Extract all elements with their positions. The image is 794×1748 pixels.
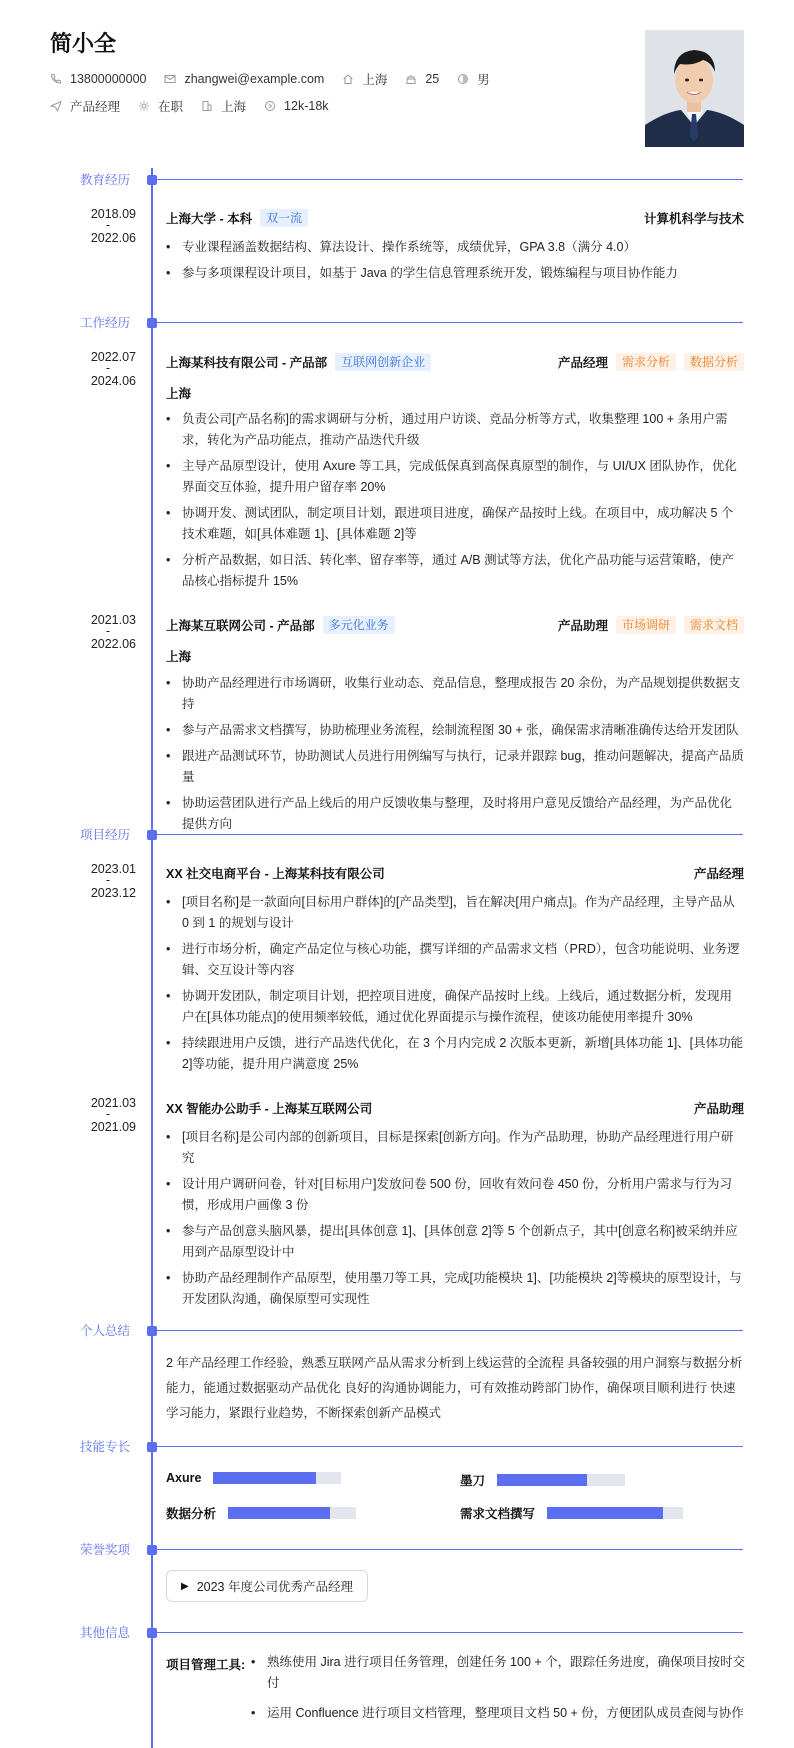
education-date: 2018.09 - 2022.06 bbox=[90, 207, 136, 245]
skill-name: Axure bbox=[166, 1471, 202, 1485]
section-title-skills: 技能专长 bbox=[79, 1440, 130, 1454]
role-tag: 数据分析 bbox=[684, 353, 744, 371]
tools-label: 项目管理工具: bbox=[166, 1658, 246, 1672]
age-item bbox=[405, 72, 439, 86]
skill-fill bbox=[547, 1507, 663, 1519]
gear-icon bbox=[138, 100, 150, 112]
company-name: 上海某科技有限公司 - 产品部 bbox=[166, 356, 328, 370]
section-dot bbox=[147, 830, 157, 840]
skill-fill bbox=[497, 1474, 587, 1486]
award-item[interactable] bbox=[166, 1570, 368, 1602]
skill-name: 数据分析 bbox=[166, 1507, 217, 1521]
skill-bar bbox=[547, 1507, 683, 1519]
city-item bbox=[201, 97, 246, 115]
status-item bbox=[138, 97, 183, 115]
work-1-head bbox=[166, 352, 744, 372]
section-other bbox=[0, 1623, 794, 1643]
work-city: 上海 bbox=[166, 650, 192, 664]
list-item: • 熟练使用 Jira 进行项目任务管理，创建任务 100 + 个，跟踪任务进度，确保项目按时交付 bbox=[251, 1652, 751, 1694]
project-1-bullets bbox=[166, 892, 744, 1080]
skill-bar bbox=[213, 1472, 341, 1484]
section-divider bbox=[157, 1632, 743, 1633]
coin-icon bbox=[264, 100, 276, 112]
email-text: zhangwei@example.com bbox=[184, 72, 325, 86]
section-divider bbox=[157, 1446, 743, 1447]
profile-photo bbox=[645, 30, 744, 147]
school-name: 上海大学 - 本科 bbox=[166, 212, 253, 226]
company-name: 上海某互联网公司 - 产品部 bbox=[166, 619, 315, 633]
gender-text: 男 bbox=[477, 73, 490, 87]
timeline-axis bbox=[151, 168, 153, 1748]
job-role bbox=[558, 616, 744, 634]
send-icon bbox=[50, 100, 62, 112]
work-1-date: 2022.07 - 2024.06 bbox=[90, 350, 136, 388]
city-text: 上海 bbox=[221, 100, 247, 114]
work-2-date: 2021.03 - 2022.06 bbox=[90, 613, 136, 651]
date-start: 2021.03 bbox=[90, 613, 136, 627]
project-2-head bbox=[166, 1098, 744, 1118]
list-item: • 主导产品原型设计，使用 Axure 等工具，完成低保真到高保真原型的制作，与 UI/UX 团队协作，优化界面交互体验，提升用户留存率 20% bbox=[166, 456, 744, 498]
list-item: • 协助产品经理制作产品原型，使用墨刀等工具，完成[功能模块 1]、[功能模块 2]等模块的原型设计，与开发团队沟通，确保原型可实现性 bbox=[166, 1268, 744, 1310]
role-tag: 需求分析 bbox=[616, 353, 676, 371]
intent-row bbox=[50, 97, 347, 115]
date-start: 2022.07 bbox=[90, 350, 136, 364]
role-title: 产品经理 bbox=[557, 356, 608, 370]
phone-item bbox=[50, 72, 146, 86]
list-item: • 负责公司[产品名称]的需求调研与分析，通过用户访谈、竞品分析等方式，收集整理 100 + 条用户需求，转化为产品功能点，推动产品迭代升级 bbox=[166, 409, 744, 451]
project-name: XX 社交电商平台 - 上海某科技有限公司 bbox=[166, 867, 385, 881]
company-tag: 互联网创新企业 bbox=[335, 353, 431, 371]
role-tag: 市场调研 bbox=[616, 616, 676, 634]
project-role: 产品助理 bbox=[693, 1102, 744, 1116]
list-item: • 持续跟进用户反馈，进行产品迭代优化，在 3 个月内完成 2 次版本更新，新增[具体功能 1]、[具体功能 2]等功能，提升用户满意度 25% bbox=[166, 1033, 744, 1075]
salary-item bbox=[264, 99, 328, 113]
project-2-bullets bbox=[166, 1127, 744, 1315]
section-title-work: 工作经历 bbox=[79, 316, 130, 330]
list-item: • 协调开发、测试团队，制定项目计划，跟进项目进度，确保产品按时上线。在项目中，成功解决 5 个技术难题，如[具体难题 1]、[具体难题 2]等 bbox=[166, 503, 744, 545]
mail-icon bbox=[164, 73, 176, 85]
list-item: • 协助运营团队进行产品上线后的用户反馈收集与整理，及时将用户意见反馈给产品经理，为产品优化提供方向 bbox=[166, 793, 744, 835]
skill-bar bbox=[497, 1474, 625, 1486]
section-dot bbox=[147, 175, 157, 185]
section-dot bbox=[147, 1545, 157, 1555]
gender-item bbox=[457, 70, 490, 88]
resume-header bbox=[0, 0, 794, 150]
job-role bbox=[558, 353, 744, 371]
work-city: 上海 bbox=[166, 387, 192, 401]
contact-row bbox=[50, 70, 508, 88]
date-end: 2022.06 bbox=[90, 231, 136, 245]
project-2-date: 2021.03 - 2021.09 bbox=[90, 1096, 136, 1134]
list-item: • [项目名称]是一款面向[目标用户群体]的[产品类型]，旨在解决[用户痛点]。作为产品经理，主导产品从 0 到 1 的规划与设计 bbox=[166, 892, 744, 934]
list-item: • [项目名称]是公司内部的创新项目，目标是探索[创新方向]。作为产品助理，协助产品经理进行用户研究 bbox=[166, 1127, 744, 1169]
skill-axure bbox=[166, 1471, 341, 1485]
section-title-education: 教育经历 bbox=[79, 173, 130, 187]
work-2-bullets bbox=[166, 673, 744, 840]
tools-list bbox=[251, 1652, 751, 1733]
section-title-awards: 荣誉奖项 bbox=[79, 1543, 130, 1557]
section-divider bbox=[157, 834, 743, 835]
portrait-image bbox=[645, 30, 744, 147]
section-projects bbox=[0, 825, 794, 845]
section-divider bbox=[157, 1330, 743, 1331]
section-divider bbox=[157, 1549, 743, 1550]
section-work bbox=[0, 313, 794, 333]
section-dot bbox=[147, 1628, 157, 1638]
school-tag: 双一流 bbox=[260, 209, 308, 227]
skill-name: 墨刀 bbox=[460, 1474, 486, 1488]
home-icon bbox=[342, 73, 354, 85]
list-item: • 参与多项课程设计项目，如基于 Java 的学生信息管理系统开发，锻炼编程与项目协作能力 bbox=[166, 263, 744, 284]
section-title-projects: 项目经历 bbox=[79, 828, 130, 842]
work-1-bullets bbox=[166, 409, 744, 597]
hometown-text: 上海 bbox=[362, 73, 388, 87]
list-item: • 跟进产品测试环节，协助测试人员进行用例编写与执行，记录并跟踪 bug，推动问题解决，提高产品质量 bbox=[166, 746, 744, 788]
section-dot bbox=[147, 1326, 157, 1336]
work-2-head bbox=[166, 615, 744, 635]
skill-prd-writing bbox=[460, 1504, 683, 1522]
role-title: 产品助理 bbox=[557, 619, 608, 633]
section-divider bbox=[157, 179, 743, 180]
gender-icon bbox=[457, 73, 469, 85]
phone-text: 13800000000 bbox=[70, 72, 147, 86]
project-1-date: 2023.01 - 2023.12 bbox=[90, 862, 136, 900]
list-item: • 设计用户调研问卷，针对[目标用户]发放问卷 500 份，回收有效问卷 450 份，分析用户需求与行为习惯，形成用户画像 3 份 bbox=[166, 1174, 744, 1216]
section-title-other: 其他信息 bbox=[79, 1626, 130, 1640]
date-end: 2021.09 bbox=[90, 1120, 136, 1134]
list-item: • 进行市场分析，确定产品定位与核心功能，撰写详细的产品需求文档（PRD），包含功能说明、业务逻辑、交互设计等内容 bbox=[166, 939, 744, 981]
job-text: 产品经理 bbox=[70, 100, 121, 114]
building-icon bbox=[201, 100, 213, 112]
date-end: 2023.12 bbox=[90, 886, 136, 900]
list-item: • 专业课程涵盖数据结构、算法设计、操作系统等，成绩优异，GPA 3.8（满分 4.0） bbox=[166, 237, 744, 258]
status-text: 在职 bbox=[158, 100, 184, 114]
date-start: 2021.03 bbox=[90, 1096, 136, 1110]
section-dot bbox=[147, 1442, 157, 1452]
date-start: 2018.09 bbox=[90, 207, 136, 221]
cake-icon bbox=[405, 73, 417, 85]
skill-fill bbox=[228, 1507, 330, 1519]
education-bullets bbox=[166, 237, 744, 289]
candidate-name: 简小全 bbox=[50, 31, 117, 56]
list-item: • 参与产品需求文档撰写，协助梳理业务流程，绘制流程图 30 + 张，确保需求清晰准确传达给开发团队 bbox=[166, 720, 744, 741]
list-item: • 分析产品数据，如日活、转化率、留存率等，通过 A/B 测试等方法，优化产品功能与运营策略，使产品核心指标提升 15% bbox=[166, 550, 744, 592]
list-item: • 协助产品经理进行市场调研，收集行业动态、竞品信息，整理成报告 20 余份，为产品规划提供数据支持 bbox=[166, 673, 744, 715]
project-name: XX 智能办公助手 - 上海某互联网公司 bbox=[166, 1102, 373, 1116]
hometown-item bbox=[342, 70, 387, 88]
role-tag: 需求文档 bbox=[684, 616, 744, 634]
skill-data-analysis bbox=[166, 1504, 356, 1522]
education-entry-head bbox=[166, 208, 744, 228]
skill-modao bbox=[460, 1471, 625, 1489]
play-icon: ▶ bbox=[181, 1580, 189, 1592]
section-skills bbox=[0, 1437, 794, 1457]
list-item: • 协调开发团队，制定项目计划，把控项目进度，确保产品按时上线。上线后，通过数据分析，发现用户在[具体功能点]的使用频率较低，通过优化界面提示与操作流程，使该功能使用率提升 30% bbox=[166, 986, 744, 1028]
date-start: 2023.01 bbox=[90, 862, 136, 876]
salary-text: 12k-18k bbox=[284, 99, 329, 113]
section-dot bbox=[147, 318, 157, 328]
project-1-head bbox=[166, 863, 744, 883]
section-title-summary: 个人总结 bbox=[79, 1324, 130, 1338]
section-summary bbox=[0, 1321, 794, 1341]
section-awards bbox=[0, 1540, 794, 1560]
section-education bbox=[0, 170, 794, 190]
date-end: 2024.06 bbox=[90, 374, 136, 388]
phone-icon bbox=[50, 73, 62, 85]
job-item bbox=[50, 97, 120, 115]
skill-name: 需求文档撰写 bbox=[460, 1507, 536, 1521]
skill-bar bbox=[228, 1507, 356, 1519]
skill-fill bbox=[213, 1472, 315, 1484]
list-item: • 参与产品创意头脑风暴，提出[具体创意 1]、[具体创意 2]等 5 个创新点子，其中[创意名称]被采纳并应用到产品原型设计中 bbox=[166, 1221, 744, 1263]
list-item: • 运用 Confluence 进行项目文档管理，整理项目文档 50 + 份，方便团队成员查阅与协作 bbox=[251, 1703, 751, 1724]
age-text: 25 bbox=[425, 72, 440, 86]
date-end: 2022.06 bbox=[90, 637, 136, 651]
award-label: 2023 年度公司优秀产品经理 bbox=[196, 1580, 353, 1594]
project-role: 产品经理 bbox=[693, 867, 744, 881]
section-divider bbox=[157, 322, 743, 323]
summary-text: 2 年产品经理工作经验，熟悉互联网产品从需求分析到上线运营的全流程 具备较强的用户洞察与数据分析能力，能通过数据驱动产品优化 良好的沟通协调能力，可有效推动跨部门协作，确保项目顺利进行 快速学习能力，紧跟行业趋势，不断探索创新产品模式 bbox=[166, 1356, 743, 1420]
major: 计算机科学与技术 bbox=[643, 212, 744, 226]
email-item bbox=[164, 72, 324, 86]
company-tag: 多元化业务 bbox=[323, 616, 395, 634]
